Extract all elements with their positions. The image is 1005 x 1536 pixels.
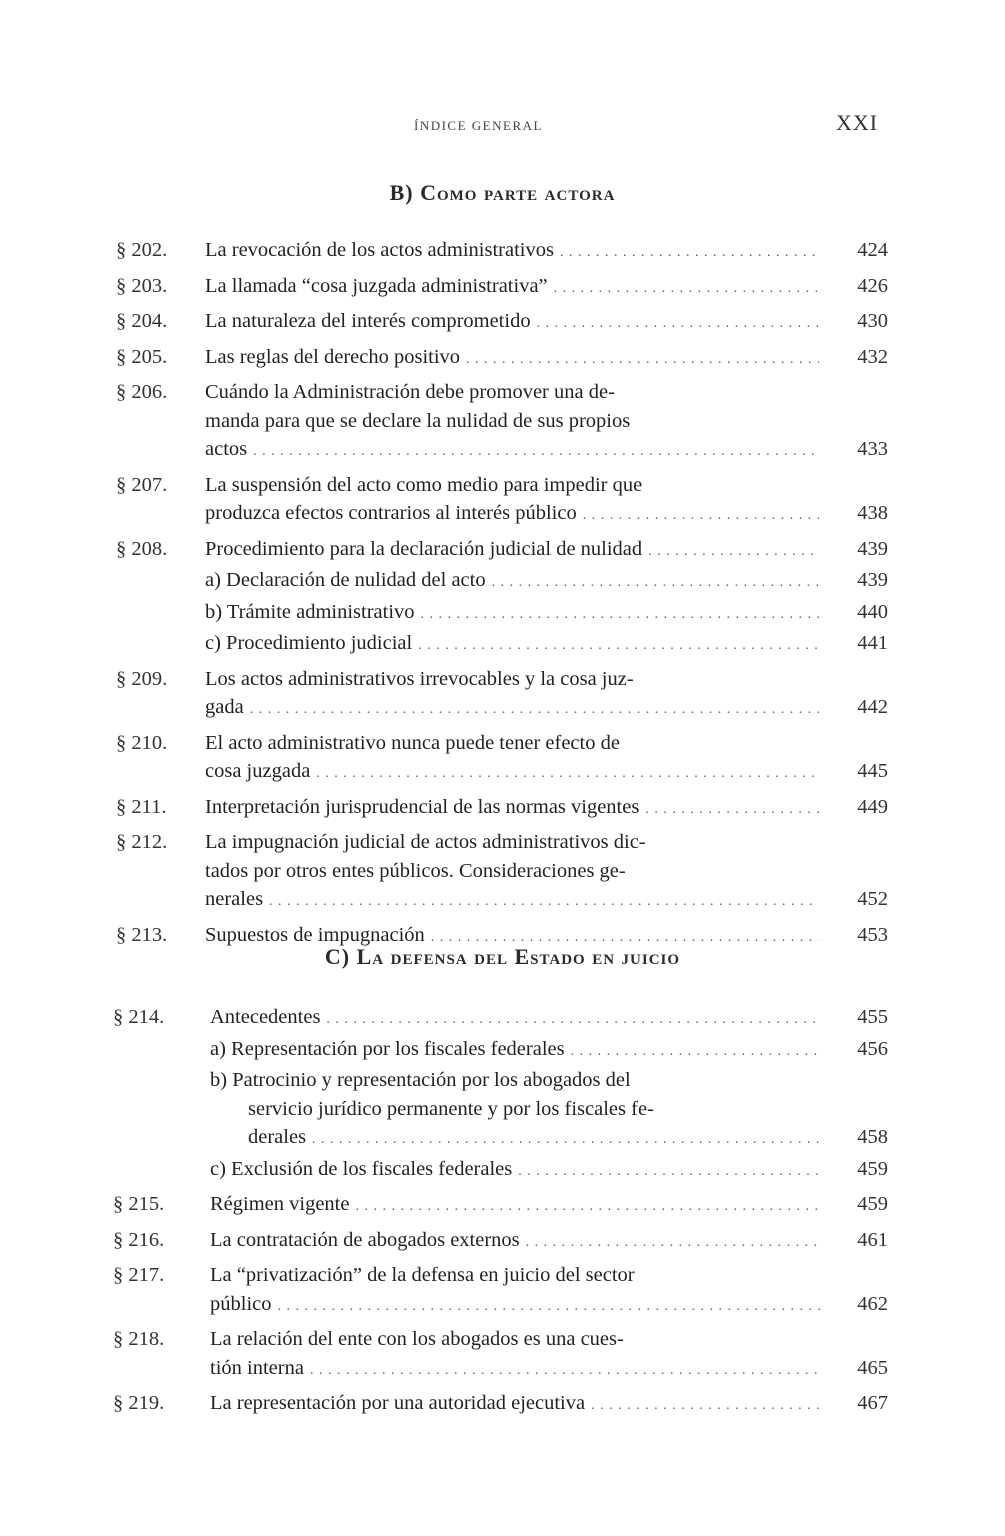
entry-page-number: 424 xyxy=(857,239,888,261)
entry-page-number: 441 xyxy=(857,632,888,654)
running-head-title: ÍNDICE GENERAL xyxy=(414,118,543,133)
toc-line xyxy=(210,1226,888,1258)
entry-text: tados por otros entes públicos. Consideraciones ge- xyxy=(205,859,626,882)
entry-page-number: 433 xyxy=(857,438,888,460)
dot-leader xyxy=(526,1229,822,1258)
entry-text: La “privatización” de la defensa en juicio del sector xyxy=(210,1264,635,1286)
toc-line xyxy=(205,499,888,531)
entry-text: La llamada “cosa juzgada administrativa” xyxy=(205,274,548,297)
toc-line xyxy=(210,1190,888,1222)
toc-section-c xyxy=(0,1003,1005,1421)
toc-line xyxy=(205,535,888,567)
entry-body xyxy=(210,1190,888,1222)
entry-page-number: 462 xyxy=(857,1292,888,1315)
entry-page-number: 439 xyxy=(857,537,888,560)
dot-leader xyxy=(278,1293,823,1322)
dot-leader xyxy=(316,760,819,789)
toc-entry xyxy=(0,471,1005,531)
entry-body xyxy=(205,343,888,375)
section-number: § 212. xyxy=(116,831,168,853)
toc-entry xyxy=(0,1261,1005,1321)
toc-line xyxy=(248,1123,888,1155)
entry-text: Antecedentes xyxy=(210,1006,321,1028)
entry-text: Los actos administrativos irrevocables y la cosa juz- xyxy=(205,667,634,690)
entry-text: c) Exclusión de los fiscales federales xyxy=(210,1157,513,1180)
entry-text: Régimen vigente xyxy=(210,1193,350,1215)
dot-leader xyxy=(355,1193,822,1222)
entry-page-number: 432 xyxy=(857,345,888,368)
entry-text: La impugnación judicial de actos administrativos dic- xyxy=(205,831,646,853)
entry-body xyxy=(205,665,888,725)
entry-text: La naturaleza del interés comprometido xyxy=(205,310,531,332)
entry-page-number: 430 xyxy=(857,310,888,332)
entry-page-number: 459 xyxy=(857,1157,888,1180)
toc-line xyxy=(205,629,888,661)
entry-text: b) Patrocinio y representación por los abogados del xyxy=(210,1069,631,1091)
dot-leader xyxy=(269,888,819,917)
entry-text: produzca efectos contrarios al interés público xyxy=(205,502,577,524)
entry-body xyxy=(210,1003,888,1186)
running-head xyxy=(0,112,1005,142)
entry-page-number: 442 xyxy=(857,696,888,718)
entry-text: c) Procedimiento judicial xyxy=(205,632,413,654)
toc-line xyxy=(205,757,888,789)
entry-body xyxy=(205,378,888,467)
entry-text: La contratación de abogados externos xyxy=(210,1228,520,1251)
toc-line xyxy=(205,236,888,268)
entry-text: Procedimiento para la declaración judicial de nulidad xyxy=(205,537,643,560)
toc-line xyxy=(205,435,888,467)
toc-entry xyxy=(0,1190,1005,1222)
dot-leader xyxy=(253,438,819,467)
entry-text: La revocación de los actos administrativos xyxy=(205,239,554,261)
section-number: § 204. xyxy=(116,310,168,332)
entry-text: Supuestos de impugnación xyxy=(205,923,425,946)
entry-text: Interpretación jurisprudencial de las normas vigentes xyxy=(205,795,640,818)
dot-leader xyxy=(421,601,819,630)
entry-page-number: 458 xyxy=(857,1126,888,1148)
entry-page-number: 426 xyxy=(857,274,888,297)
dot-leader xyxy=(591,1392,822,1421)
section-number: § 219. xyxy=(113,1392,165,1414)
entry-page-number: 440 xyxy=(857,600,888,623)
toc-entry xyxy=(0,729,1005,789)
toc-entry xyxy=(0,1325,1005,1385)
entry-text: La suspensión del acto como medio para impedir que xyxy=(205,473,643,496)
dot-leader xyxy=(571,1038,822,1067)
toc-entry xyxy=(0,236,1005,268)
dot-leader xyxy=(418,632,819,661)
section-number: § 213. xyxy=(116,923,168,946)
entry-text: público xyxy=(210,1292,272,1315)
toc-line xyxy=(210,1354,888,1386)
entry-body xyxy=(205,828,888,917)
section-number: § 206. xyxy=(116,381,168,403)
entry-text: Las reglas del derecho positivo xyxy=(205,345,461,368)
dot-leader xyxy=(645,796,819,825)
toc-line xyxy=(205,693,888,725)
toc-entry xyxy=(0,1389,1005,1421)
toc-entry xyxy=(0,793,1005,825)
section-number: § 202. xyxy=(116,239,168,261)
entry-text: La representación por una autoridad ejecutiva xyxy=(210,1392,586,1414)
entry-page-number: 445 xyxy=(857,760,888,782)
section-number: § 211. xyxy=(116,795,167,818)
toc-line xyxy=(205,272,888,304)
entry-page-number: 467 xyxy=(857,1392,888,1414)
entry-page-number: 449 xyxy=(857,795,888,818)
entry-text: b) Trámite administrativo xyxy=(205,600,415,623)
toc-line xyxy=(210,1290,888,1322)
toc-line xyxy=(205,885,888,917)
entry-body xyxy=(205,236,888,268)
entry-page-number: 459 xyxy=(857,1193,888,1215)
entry-page-number: 461 xyxy=(857,1228,888,1251)
entry-body xyxy=(205,535,888,661)
dot-leader xyxy=(250,696,819,725)
entry-text: tión interna xyxy=(210,1356,304,1379)
entry-page-number: 465 xyxy=(857,1356,888,1379)
dot-leader xyxy=(326,1006,822,1035)
entry-body xyxy=(205,307,888,339)
section-number: § 208. xyxy=(116,537,168,560)
entry-text: derales xyxy=(248,1126,307,1148)
toc-section-b xyxy=(0,236,1005,952)
entry-page-number: 439 xyxy=(857,569,888,591)
dot-leader xyxy=(560,239,819,268)
section-number: § 210. xyxy=(116,731,168,754)
toc-line xyxy=(210,1389,888,1421)
entry-text: El acto administrativo nunca puede tener efecto de xyxy=(205,731,620,754)
dot-leader xyxy=(537,310,819,339)
section-number: § 214. xyxy=(113,1006,165,1028)
entry-body xyxy=(210,1325,888,1385)
section-number: § 217. xyxy=(113,1264,165,1286)
toc-entry xyxy=(0,665,1005,725)
section-number: § 203. xyxy=(116,274,168,297)
toc-entry xyxy=(0,307,1005,339)
toc-line xyxy=(205,793,888,825)
entry-text: a) Declaración de nulidad del acto xyxy=(205,569,486,591)
toc-entry xyxy=(0,343,1005,375)
toc-entry xyxy=(0,272,1005,304)
entry-body xyxy=(210,1261,888,1321)
dot-leader xyxy=(554,275,819,304)
dot-leader xyxy=(518,1158,822,1187)
dot-leader xyxy=(583,502,819,531)
entry-text: servicio jurídico permanente y por los fiscales fe- xyxy=(248,1097,654,1120)
toc-line xyxy=(210,1155,888,1187)
dot-leader xyxy=(312,1126,822,1155)
toc-line xyxy=(205,343,888,375)
dot-leader xyxy=(310,1357,822,1386)
entry-body xyxy=(210,1389,888,1421)
entry-page-number: 455 xyxy=(857,1006,888,1028)
section-heading-b: B) Como parte actora xyxy=(389,180,616,205)
entry-page-number: 456 xyxy=(857,1037,888,1060)
section-number: § 207. xyxy=(116,473,168,496)
entry-text: cosa juzgada xyxy=(205,760,311,782)
dot-leader xyxy=(466,346,819,375)
entry-page-number: 438 xyxy=(857,502,888,524)
dot-leader xyxy=(648,538,819,567)
section-number: § 209. xyxy=(116,667,168,690)
section-number: § 205. xyxy=(116,345,168,368)
entry-body xyxy=(205,272,888,304)
running-head-page-number: XXI xyxy=(836,110,879,135)
entry-text: actos xyxy=(205,438,248,460)
toc-line xyxy=(205,566,888,598)
entry-body xyxy=(205,793,888,825)
toc-entry xyxy=(0,535,1005,661)
entry-body xyxy=(205,729,888,789)
toc-line xyxy=(205,307,888,339)
entry-page-number: 452 xyxy=(857,888,888,910)
entry-page-number: 453 xyxy=(857,923,888,946)
toc-entry xyxy=(0,1226,1005,1258)
entry-text: nerales xyxy=(205,888,264,910)
dot-leader xyxy=(492,569,819,598)
section-number: § 218. xyxy=(113,1328,165,1350)
toc-line xyxy=(205,598,888,630)
toc-line xyxy=(210,1003,888,1035)
toc-entry xyxy=(0,1003,1005,1186)
entry-text: manda para que se declare la nulidad de sus propios xyxy=(205,409,631,432)
section-number: § 216. xyxy=(113,1228,165,1251)
entry-text: Cuándo la Administración debe promover una de- xyxy=(205,381,615,403)
entry-body xyxy=(205,471,888,531)
entry-text: a) Representación por los fiscales federales xyxy=(210,1037,565,1060)
entry-body xyxy=(210,1226,888,1258)
toc-entry xyxy=(0,828,1005,917)
entry-text: gada xyxy=(205,696,244,718)
section-number: § 215. xyxy=(113,1193,165,1215)
toc-line xyxy=(210,1035,888,1067)
entry-text: La relación del ente con los abogados es una cues- xyxy=(210,1328,624,1350)
toc-entry xyxy=(0,378,1005,467)
section-heading-c: C) La defensa del Estado en juicio xyxy=(324,944,681,969)
